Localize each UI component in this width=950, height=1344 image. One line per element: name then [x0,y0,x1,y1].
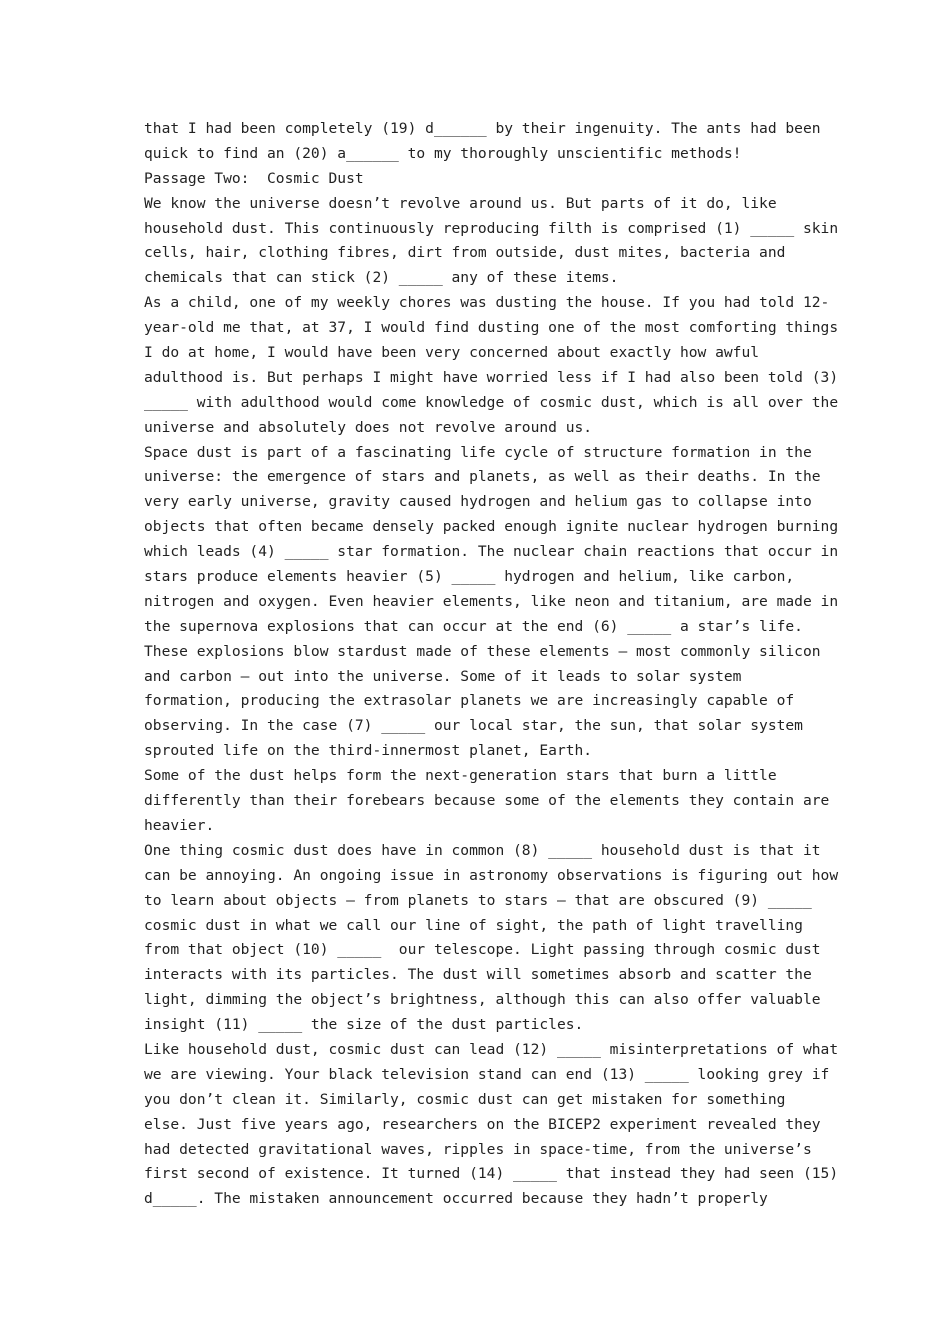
text-line: quick to find an (20) a______ to my thoroughly unscientific methods! [144,144,742,162]
text-line: observing. In the case (7) _____ our local star, the sun, that solar system [144,717,803,735]
text-line: very early universe, gravity caused hydrogen and helium gas to collapse into [144,493,812,511]
text-line: adulthood is. But perhaps I might have worried less if I had also been told (3) [144,368,839,386]
text-line: I do at home, I would have been very concerned about exactly how awful [144,344,760,362]
text-line: year-old me that, at 37, I would find dusting one of the most comforting things [144,319,839,337]
text-line: household dust. This continuously reproducing filth is comprised (1) _____ skin [144,219,839,237]
text-line: stars produce elements heavier (5) _____ hydrogen and helium, like carbon, [144,568,795,586]
text-line: universe and absolutely does not revolve around us. [144,418,593,436]
text-line: cosmic dust in what we call our line of sight, the path of light travelling [144,916,803,934]
text-line: These explosions blow stardust made of these elements – most commonly silicon [144,642,821,660]
text-line: Passage Two: Cosmic Dust [144,169,364,187]
text-line: One thing cosmic dust does have in common (8) _____ household dust is that it [144,841,821,859]
text-line: heavier. [144,816,215,834]
text-line: d_____. The mistaken announcement occurred because they hadn’t properly [144,1190,768,1208]
text-line: else. Just five years ago, researchers on the BICEP2 experiment revealed they [144,1115,821,1133]
text-line: nitrogen and oxygen. Even heavier elements, like neon and titanium, are made in [144,592,839,610]
text-line: cells, hair, clothing fibres, dirt from outside, dust mites, bacteria and [144,244,786,262]
text-line: Like household dust, cosmic dust can lead (12) _____ misinterpretations of what [144,1040,839,1058]
text-line: we are viewing. Your black television stand can end (13) _____ looking grey if [144,1065,830,1083]
text-line: the supernova explosions that can occur at the end (6) _____ a star’s life. [144,617,803,635]
text-line: _____ with adulthood would come knowledge of cosmic dust, which is all over the [144,393,839,411]
text-line: interacts with its particles. The dust will sometimes absorb and scatter the [144,966,812,984]
text-line: We know the universe doesn’t revolve around us. But parts of it do, like [144,194,777,212]
text-line: As a child, one of my weekly chores was dusting the house. If you had told 12- [144,294,830,312]
text-line: sprouted life on the third-innermost planet, Earth. [144,742,593,760]
text-line: chemicals that can stick (2) _____ any of these items. [144,269,619,287]
text-line: insight (11) _____ the size of the dust particles. [144,1016,584,1034]
text-line: had detected gravitational waves, ripples in space-time, from the universe’s [144,1140,812,1158]
text-line: formation, producing the extrasolar planets we are increasingly capable of [144,692,795,710]
text-line: which leads (4) _____ star formation. The nuclear chain reactions that occur in [144,543,839,561]
text-line: and carbon – out into the universe. Some of it leads to solar system [144,667,742,685]
text-line: light, dimming the object’s brightness, although this can also offer valuable [144,991,821,1009]
text-line: objects that often became densely packed enough ignite nuclear hydrogen burning [144,518,839,536]
text-line: from that object (10) _____ our telescope. Light passing through cosmic dust [144,941,821,959]
text-line: that I had been completely (19) d______ by their ingenuity. The ants had been [144,120,821,137]
text-line: Some of the dust helps form the next-generation stars that burn a little [144,767,777,785]
text-line: you don’t clean it. Similarly, cosmic dust can get mistaken for something [144,1090,786,1108]
text-line: to learn about objects – from planets to stars – that are obscured (9) _____ [144,891,812,909]
text-line: can be annoying. An ongoing issue in astronomy observations is figuring out how [144,866,839,884]
text-line: Space dust is part of a fascinating life cycle of structure formation in the [144,443,812,461]
text-line: differently than their forebears because some of the elements they contain are [144,792,830,810]
text-line: universe: the emergence of stars and planets, as well as their deaths. In the [144,468,821,486]
passage-text [144,117,839,1212]
text-line: first second of existence. It turned (14) _____ that instead they had seen (15) [144,1165,839,1183]
